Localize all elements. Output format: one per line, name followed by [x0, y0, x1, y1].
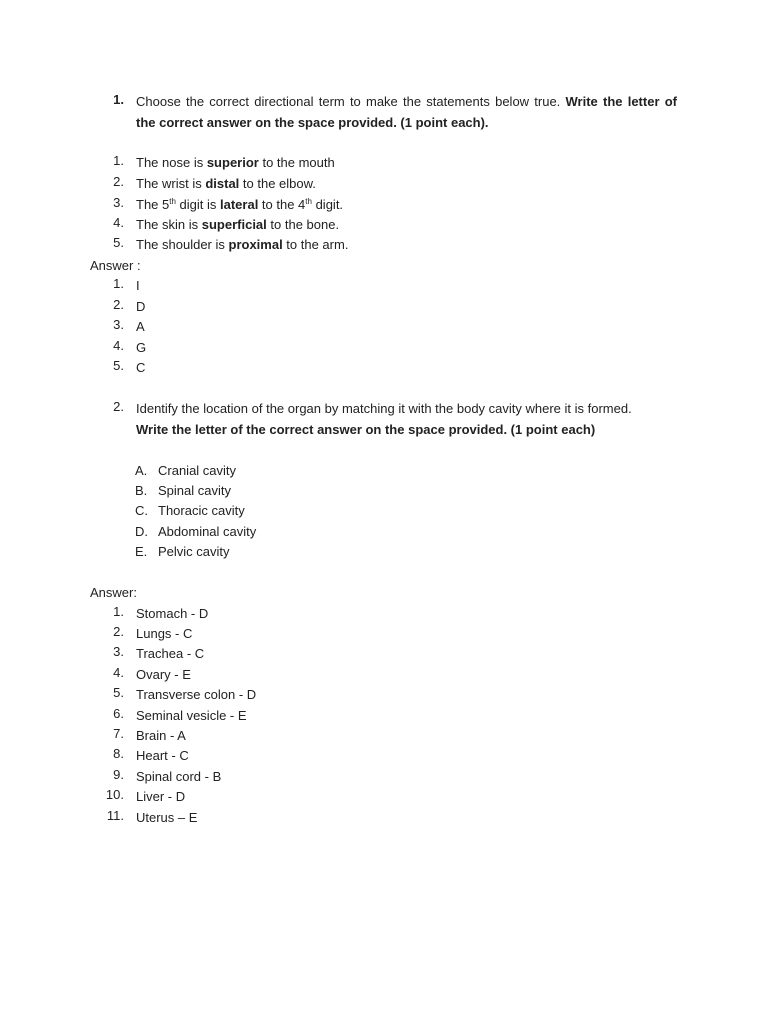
statement-item: The shoulder is proximal to the arm. — [136, 237, 349, 252]
answer-item: Trachea - C — [136, 646, 205, 661]
answer-label: Answer : — [90, 258, 141, 273]
answer-item: Heart - C — [136, 748, 189, 763]
question-1-number: 1. — [113, 92, 124, 107]
answer-number: 5. — [113, 685, 124, 700]
statement-number: 4. — [113, 215, 124, 230]
answer-item: D — [136, 299, 146, 314]
statement-item: The 5th digit is lateral to the 4th digit. — [136, 197, 344, 212]
option-letter: B. — [135, 483, 148, 498]
option-item: Pelvic cavity — [158, 544, 230, 559]
answer-number: 6. — [113, 706, 124, 721]
answer-item: Spinal cord - B — [136, 769, 222, 784]
statement-number: 5. — [113, 235, 124, 250]
answer-label: Answer: — [90, 585, 137, 600]
answer-number: 7. — [113, 726, 124, 741]
question-1-instruction — [136, 92, 677, 133]
question-2-instruction-bold: Write the letter of the correct answer on the space provided. (1 point each) — [136, 422, 596, 437]
option-item: Thoracic cavity — [158, 503, 245, 518]
statement-item: The skin is superficial to the bone. — [136, 217, 340, 232]
statement-item: The wrist is distal to the elbow. — [136, 176, 316, 191]
option-item: Spinal cavity — [158, 483, 231, 498]
answer-item: Uterus – E — [136, 810, 198, 825]
answer-number: 4. — [113, 338, 124, 353]
option-letter: E. — [135, 544, 148, 559]
answer-number: 5. — [113, 358, 124, 373]
answer-number: 11. — [106, 808, 124, 823]
answer-item: Brain - A — [136, 728, 186, 743]
statement-number: 3. — [113, 195, 124, 210]
answer-number: 4. — [113, 665, 124, 680]
option-letter: D. — [135, 524, 148, 539]
answer-item: Liver - D — [136, 789, 186, 804]
answer-number: 1. — [113, 276, 124, 291]
answer-item: Lungs - C — [136, 626, 193, 641]
answer-item: Seminal vesicle - E — [136, 708, 247, 723]
answer-number: 10. — [105, 787, 124, 802]
answer-number: 2. — [113, 297, 124, 312]
question-1-instruction-text: Choose the correct directional term to make the statements below true. — [136, 94, 561, 109]
question-2-instruction: Identify the location of the organ by matching it with the body cavity where it is formed. — [136, 401, 632, 416]
answer-number: 2. — [113, 624, 124, 639]
question-1-instruction-bold: Write the letter of the correct answer on the space provided. (1 point each). — [136, 94, 677, 130]
answer-number: 9. — [113, 767, 124, 782]
answer-item: I — [136, 278, 140, 293]
answer-number: 1. — [113, 604, 124, 619]
option-letter: C. — [135, 503, 148, 518]
answer-number: 8. — [113, 746, 124, 761]
answer-number: 3. — [113, 317, 124, 332]
answer-item: G — [136, 340, 147, 355]
answer-item: Stomach - D — [136, 606, 209, 621]
answer-item: C — [136, 360, 146, 375]
option-item: Abdominal cavity — [158, 524, 257, 539]
answer-number: 3. — [113, 644, 124, 659]
option-letter: A. — [135, 463, 148, 478]
statement-number: 1. — [113, 153, 124, 168]
answer-item: A — [136, 319, 145, 334]
option-item: Cranial cavity — [158, 463, 237, 478]
statement-number: 2. — [113, 174, 124, 189]
answer-item: Transverse colon - D — [136, 687, 257, 702]
answer-item: Ovary - E — [136, 667, 191, 682]
statement-item: The nose is superior to the mouth — [136, 155, 335, 170]
question-2-number: 2. — [113, 399, 124, 414]
